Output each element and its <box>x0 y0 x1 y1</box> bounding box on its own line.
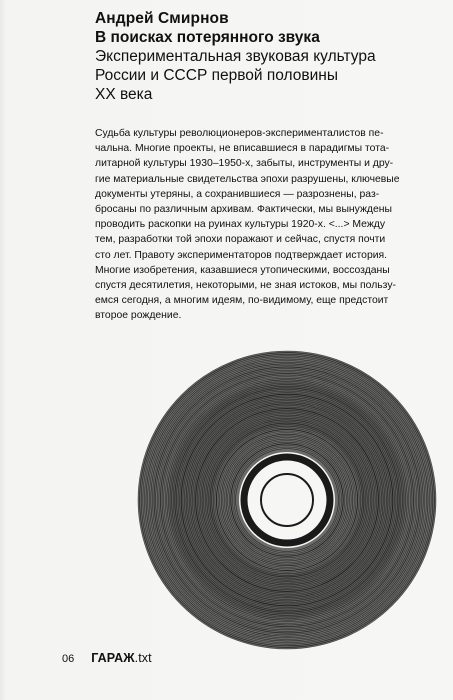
disc-groove <box>157 370 417 630</box>
disc-groove <box>200 413 373 586</box>
blurb-line: емся сегодня, а многим идеям, по-видимому, еще предстоит <box>95 295 389 307</box>
disc-body <box>138 351 436 649</box>
imprint-brand: ГАРАЖ <box>91 651 135 665</box>
disc-groove <box>165 378 409 622</box>
disc-groove <box>218 431 356 569</box>
cover-header <box>95 9 445 104</box>
disc-groove <box>191 404 383 596</box>
disc-groove <box>175 388 399 612</box>
blurb-line: второе рождение. <box>95 310 182 322</box>
disc-groove <box>151 364 423 636</box>
disc-groove <box>210 423 364 577</box>
vinyl-disc-icon <box>137 350 437 650</box>
disc-groove <box>215 428 359 572</box>
disc-groove <box>180 393 395 608</box>
book-subtitle <box>95 47 445 104</box>
subtitle-line: Экспериментальная звуковая культура <box>95 48 376 65</box>
disc-groove <box>186 399 388 601</box>
blurb-line: тем, разработки той эпохи поражают и сейчас, спустя почти <box>95 234 386 246</box>
disc-groove <box>159 372 415 628</box>
blurb-line: Судьба культуры революционеров-эксперименталистов пе- <box>95 128 384 139</box>
disc-groove <box>224 437 349 562</box>
disc-groove <box>189 402 385 598</box>
publisher-imprint <box>91 651 151 665</box>
disc-groove <box>229 442 345 558</box>
series-number: 06 <box>62 653 75 665</box>
blurb-line: проводить раскопки на руинах культуры 1920-х. <...> Между <box>95 219 386 231</box>
disc-inner-ring <box>244 457 330 543</box>
imprint-suffix: .txt <box>134 651 152 665</box>
disc-grooves <box>138 351 436 649</box>
disc-groove <box>172 385 403 616</box>
disc-groove <box>232 445 341 554</box>
disc-groove <box>226 439 348 561</box>
blurb-line: гие материальные свидетельства эпохи разрушены, ключевые <box>95 173 400 185</box>
disc-groove <box>208 421 365 578</box>
disc-groove <box>231 444 343 556</box>
disc-graphic <box>137 350 437 650</box>
blurb-line: чальна. Многие проекты, не вписавшиеся в парадигмы тота- <box>95 143 390 155</box>
disc-groove <box>220 433 355 568</box>
disc-groove <box>236 449 339 552</box>
disc-groove <box>168 381 405 618</box>
disc-groove <box>160 373 413 626</box>
disc-groove <box>216 429 357 570</box>
disc-groove <box>188 401 387 600</box>
blurb-line: сто лет. Правоту экспериментаторов подтверждает история. <box>95 249 388 261</box>
disc-mid-shade <box>191 404 383 596</box>
disc-groove <box>154 367 420 633</box>
disc-center-hole <box>261 474 313 526</box>
book-title: В поисках потерянного звука <box>95 29 320 46</box>
disc-groove <box>197 410 377 590</box>
disc-groove <box>183 396 391 604</box>
subtitle-line: России и СССР первой половины <box>95 67 338 84</box>
disc-groove <box>205 418 369 582</box>
disc-groove <box>212 425 363 576</box>
disc-groove <box>170 383 404 617</box>
disc-groove <box>199 412 375 588</box>
disc-groove <box>138 351 436 649</box>
disc-groove <box>221 434 353 566</box>
disc-groove <box>181 394 393 606</box>
blurb-line: литарной культуры 1930–1950-х, забыты, инструменты и дру- <box>95 158 394 170</box>
blurb-line: бросаны по различным архивам. Фактически, мы вынуждены <box>95 204 392 216</box>
disc-groove <box>234 447 340 553</box>
blurb-line: спустя десятилетия, некоторыми, не зная истоков, мы пользу- <box>95 280 396 292</box>
disc-groove <box>184 397 389 602</box>
disc-groove <box>156 369 419 632</box>
disc-label-area <box>239 452 335 548</box>
disc-groove <box>192 405 381 594</box>
disc-groove <box>196 409 379 592</box>
disc-groove <box>194 407 380 593</box>
disc-groove <box>176 389 397 610</box>
cover-blurb <box>95 126 425 324</box>
disc-groove <box>144 357 429 642</box>
disc-groove <box>152 365 421 634</box>
blurb-line: Многие изобретения, казавшиеся утопическими, воссозданы <box>95 264 390 276</box>
disc-groove <box>202 415 372 585</box>
disc-groove <box>141 354 433 646</box>
disc-groove <box>213 426 361 574</box>
disc-groove <box>223 436 351 564</box>
disc-groove <box>178 391 396 609</box>
disc-groove <box>140 353 435 648</box>
author-name: Андрей Смирнов <box>95 10 229 27</box>
disc-groove <box>207 420 367 580</box>
disc-groove <box>149 362 425 638</box>
disc-groove <box>164 377 411 624</box>
cover-footer <box>62 651 152 666</box>
blurb-line: документы утеряны, а сохранившиеся — разрознены, раз- <box>95 188 380 200</box>
disc-groove <box>162 375 412 625</box>
disc-groove <box>228 441 347 560</box>
disc-groove <box>173 386 401 614</box>
subtitle-line: XX века <box>95 86 153 103</box>
disc-groove <box>167 380 407 620</box>
disc-groove <box>146 359 428 641</box>
disc-groove <box>204 417 371 584</box>
disc-groove <box>143 356 431 644</box>
disc-groove <box>148 361 427 640</box>
